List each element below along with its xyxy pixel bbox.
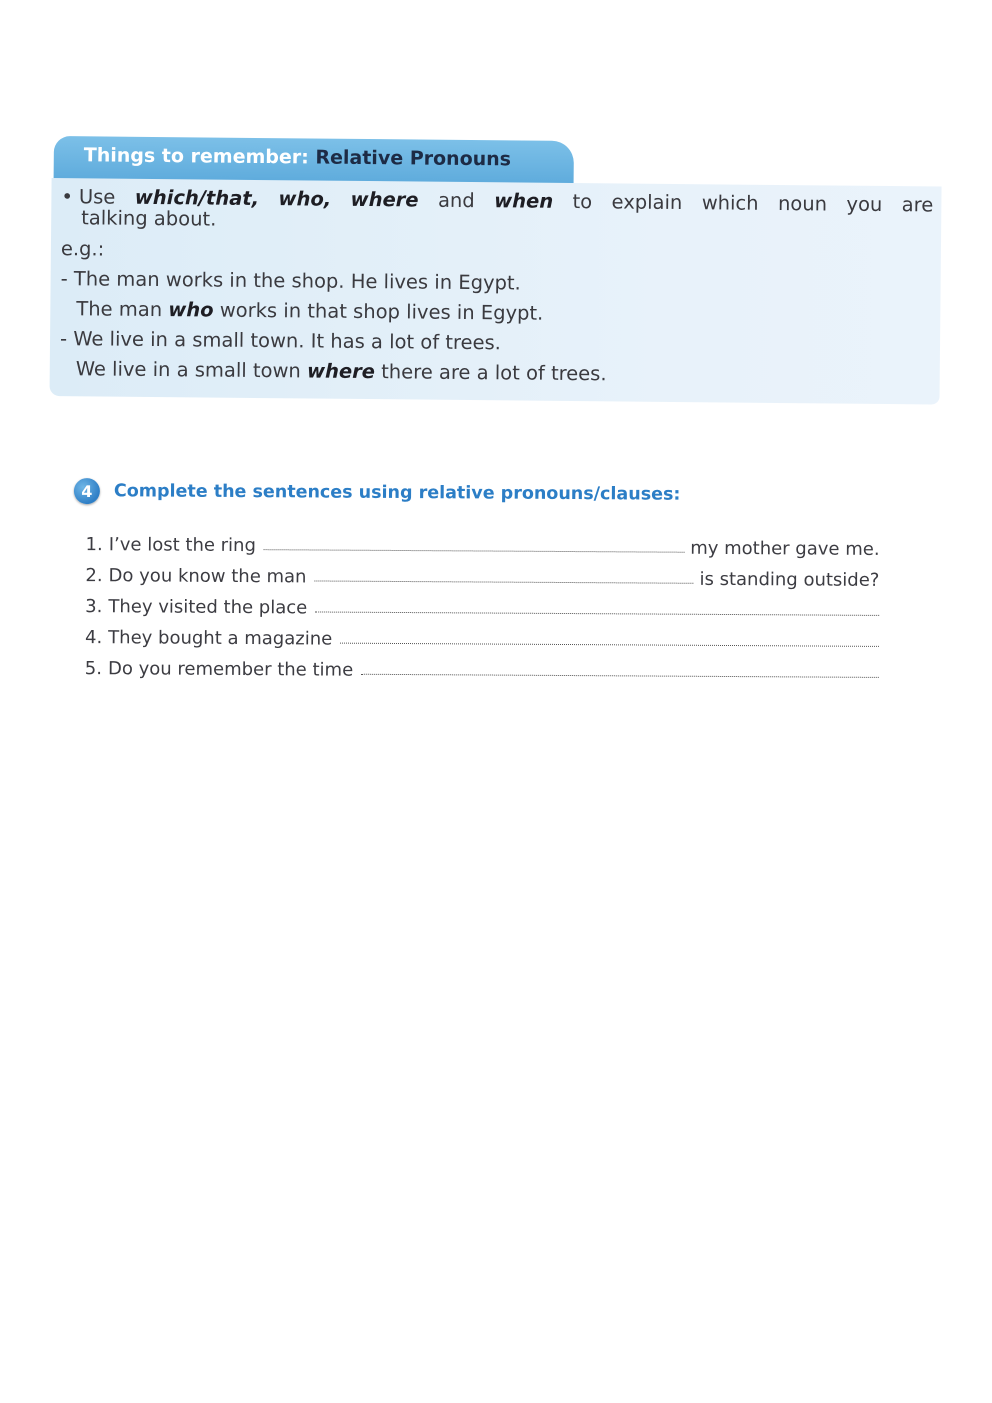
example-keyword: who [168, 298, 214, 322]
item-number: 4. [84, 627, 103, 649]
example-text: - The man works in the shop. He lives in Egypt. [60, 267, 521, 295]
exercise-item [86, 524, 880, 560]
item-number: 3. [85, 596, 103, 618]
keyword-which-that: which/that, [134, 185, 260, 210]
bullet: • [61, 185, 74, 209]
rule-word: are [901, 193, 934, 217]
exercise-item [85, 555, 879, 591]
rule-word: you [846, 192, 883, 216]
keyword-where: where [350, 187, 419, 212]
exercise-item [85, 648, 879, 684]
answer-blank[interactable] [315, 610, 879, 615]
example-text: there are a lot of trees. [374, 360, 607, 386]
rule-word: and [437, 188, 475, 213]
example-text: We live in a small town [75, 357, 308, 383]
example-keyword: where [306, 359, 376, 384]
exercise-number-badge: 4 [74, 478, 100, 504]
exercise-item [85, 617, 879, 653]
exercise-item [85, 586, 879, 622]
rule-word: explain [611, 190, 683, 215]
answer-blank[interactable] [340, 642, 879, 647]
remember-tab [54, 136, 574, 185]
keyword-when: when [494, 189, 554, 213]
item-text-after: is standing outside? [699, 568, 880, 591]
item-text-before: Do you remember the time [107, 658, 354, 681]
exercise-title: Complete the sentences using relative pronouns/clauses: [113, 481, 681, 505]
rule-word: Use [78, 185, 116, 209]
exercise-header [74, 478, 880, 509]
example-text: works in that shop lives in Egypt. [213, 298, 544, 325]
remember-title-prefix: Things to remember: [83, 144, 309, 169]
item-text-before: I’ve lost the ring [108, 534, 256, 557]
item-text-before: Do you know the man [108, 565, 307, 588]
rule-word: noun [777, 191, 828, 216]
rule-word: which [701, 191, 759, 215]
example-text: The man [76, 297, 169, 322]
item-text-after: my mother gave me. [690, 537, 880, 560]
remember-title-topic: Relative Pronouns [315, 146, 512, 171]
answer-blank[interactable] [264, 548, 684, 553]
remember-box [49, 136, 941, 407]
rule-line-2: talking about. [81, 206, 217, 231]
example-text: - We live in a small town. It has a lot of trees. [59, 327, 502, 355]
rule-word: to [572, 190, 593, 214]
remember-body [50, 178, 942, 405]
item-number: 5. [84, 658, 103, 680]
answer-blank[interactable] [314, 579, 693, 583]
exercise-list [73, 524, 880, 684]
eg-label: e.g.: [60, 237, 105, 261]
exercise-4 [73, 478, 880, 684]
item-text-before: They visited the place [108, 596, 308, 619]
item-text-before: They bought a magazine [108, 627, 333, 650]
answer-blank[interactable] [361, 673, 879, 678]
item-number: 1. [85, 534, 103, 556]
item-number: 2. [85, 565, 103, 587]
keyword-who: who, [278, 187, 332, 211]
